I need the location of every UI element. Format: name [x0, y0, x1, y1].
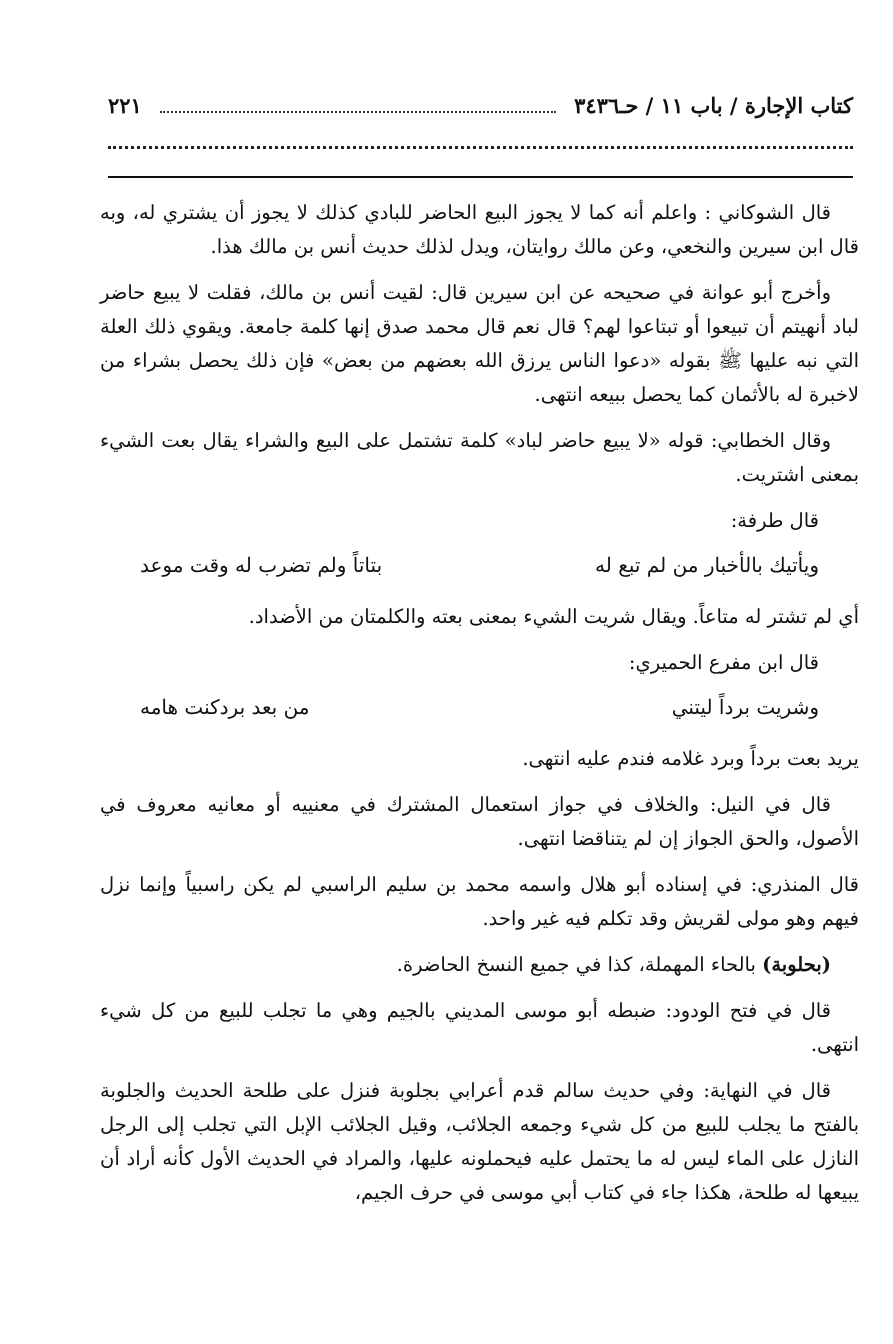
- paragraph-bihaluba: [100, 948, 859, 982]
- header-rule: [108, 176, 853, 178]
- lemma-term: (بحلوبة): [762, 953, 831, 976]
- paragraph-khattabi: وقال الخطابي: قوله «لا يبيع حاضر لباد» كلمة تشتمل على البيع والشراء يقال بعت الشيء بمعنى اشتريت.: [100, 429, 859, 486]
- paragraph-shawkani: قال الشوكاني : واعلم أنه كما لا يجوز البيع الحاضر للبادي كذلك لا يجوز أن يشتري له، وبه قال ابن سيرين والنخعي، وعن مالك روايتان، ويدل لذلك حديث أنس بن مالك هذا.: [100, 201, 859, 258]
- verse-explanation: يريد بعت برداً وبرد غلامه فندم عليه انتهى.: [522, 747, 859, 770]
- lemma-gloss: بالحاء المهملة، كذا في جميع النسخ الحاضرة.: [396, 953, 763, 976]
- verse-first-hemistich: وشريت برداً ليتني: [671, 695, 819, 719]
- paragraph-nail: قال في النيل: والخلاف في جواز استعمال المشترك في معنييه أو معانيه معروف في الأصول، والحق الجواز إن لم يتناقضا انتهى.: [100, 793, 859, 850]
- verse-second-hemistich: بتاتاً ولم تضرب له وقت موعد: [140, 553, 383, 577]
- page-number: ٢٢١: [108, 92, 142, 118]
- page-body: [100, 196, 859, 1222]
- header-dot-leader: [160, 97, 556, 113]
- paragraph-nihaya: قال في النهاية: وفي حديث سالم قدم أعرابي بجلوبة فنزل على طلحة الحديث والجلوبة بالفتح ما يجلب للبيع من كل شيء وجمعه الجلائب، وقيل الجلائب الإبل التي تجلب إلى الرجل النازل على الماء ليس له ما يحتمل عليه فيحملونه عليها، والمراد في الحديث الأول كأنه أراد أن يبيعها له طلحة، هكذا جاء في كتاب أبي موسى في حرف الجيم،: [100, 1079, 859, 1204]
- paragraph-abu-awana: وأخرج أبو عوانة في صحيحه عن ابن سيرين قال: لقيت أنس بن مالك، فقلت لا يبيع حاضر لباد أنهيتم أن تبيعوا أو تبتاعوا لهم؟ قال نعم قال محمد صدق إنها كلمة جامعة. ويقوي ذلك العلة التي نبه عليها ﷺ بقوله «دعوا الناس يرزق الله بعضهم من بعض» فإن ذلك يحصل بشراء من لاخبرة له بالأثمان كما يحصل ببيعه انتهى.: [100, 281, 859, 406]
- paragraph-fath-alwadud: قال في فتح الودود: ضبطه أبو موسى المديني بالجيم وهي ما تجلب للبيع من كل شيء انتهى.: [100, 999, 859, 1056]
- running-title: كتاب الإجارة / باب ١١ / حـ٣٤٣٦: [574, 92, 853, 118]
- verse-ibn-mufarrigh: [140, 690, 819, 724]
- page-header: [108, 88, 853, 122]
- verse-tarafa: [140, 548, 819, 582]
- dotted-divider: [108, 146, 853, 149]
- verse-explanation: أي لم تشتر له متاعاً. ويقال شريت الشيء بمعنى بعته والكلمتان من الأضداد.: [248, 605, 859, 628]
- paragraph-mundhiri: قال المنذري: في إسناده أبو هلال واسمه محمد بن سليم الراسبي لم يكن راسبياً وإنما نزل فيهم وهو مولى لقريش وقد تكلم فيه غير واحد.: [100, 873, 859, 930]
- verse-second-hemistich: من بعد بردكنت هامه: [140, 695, 310, 719]
- verse-first-hemistich: ويأتيك بالأخبار من لم تبع له: [595, 553, 819, 577]
- poet-tarafa: قال طرفة:: [730, 509, 819, 532]
- poet-ibn-mufarrigh: قال ابن مفرع الحميري:: [628, 651, 819, 674]
